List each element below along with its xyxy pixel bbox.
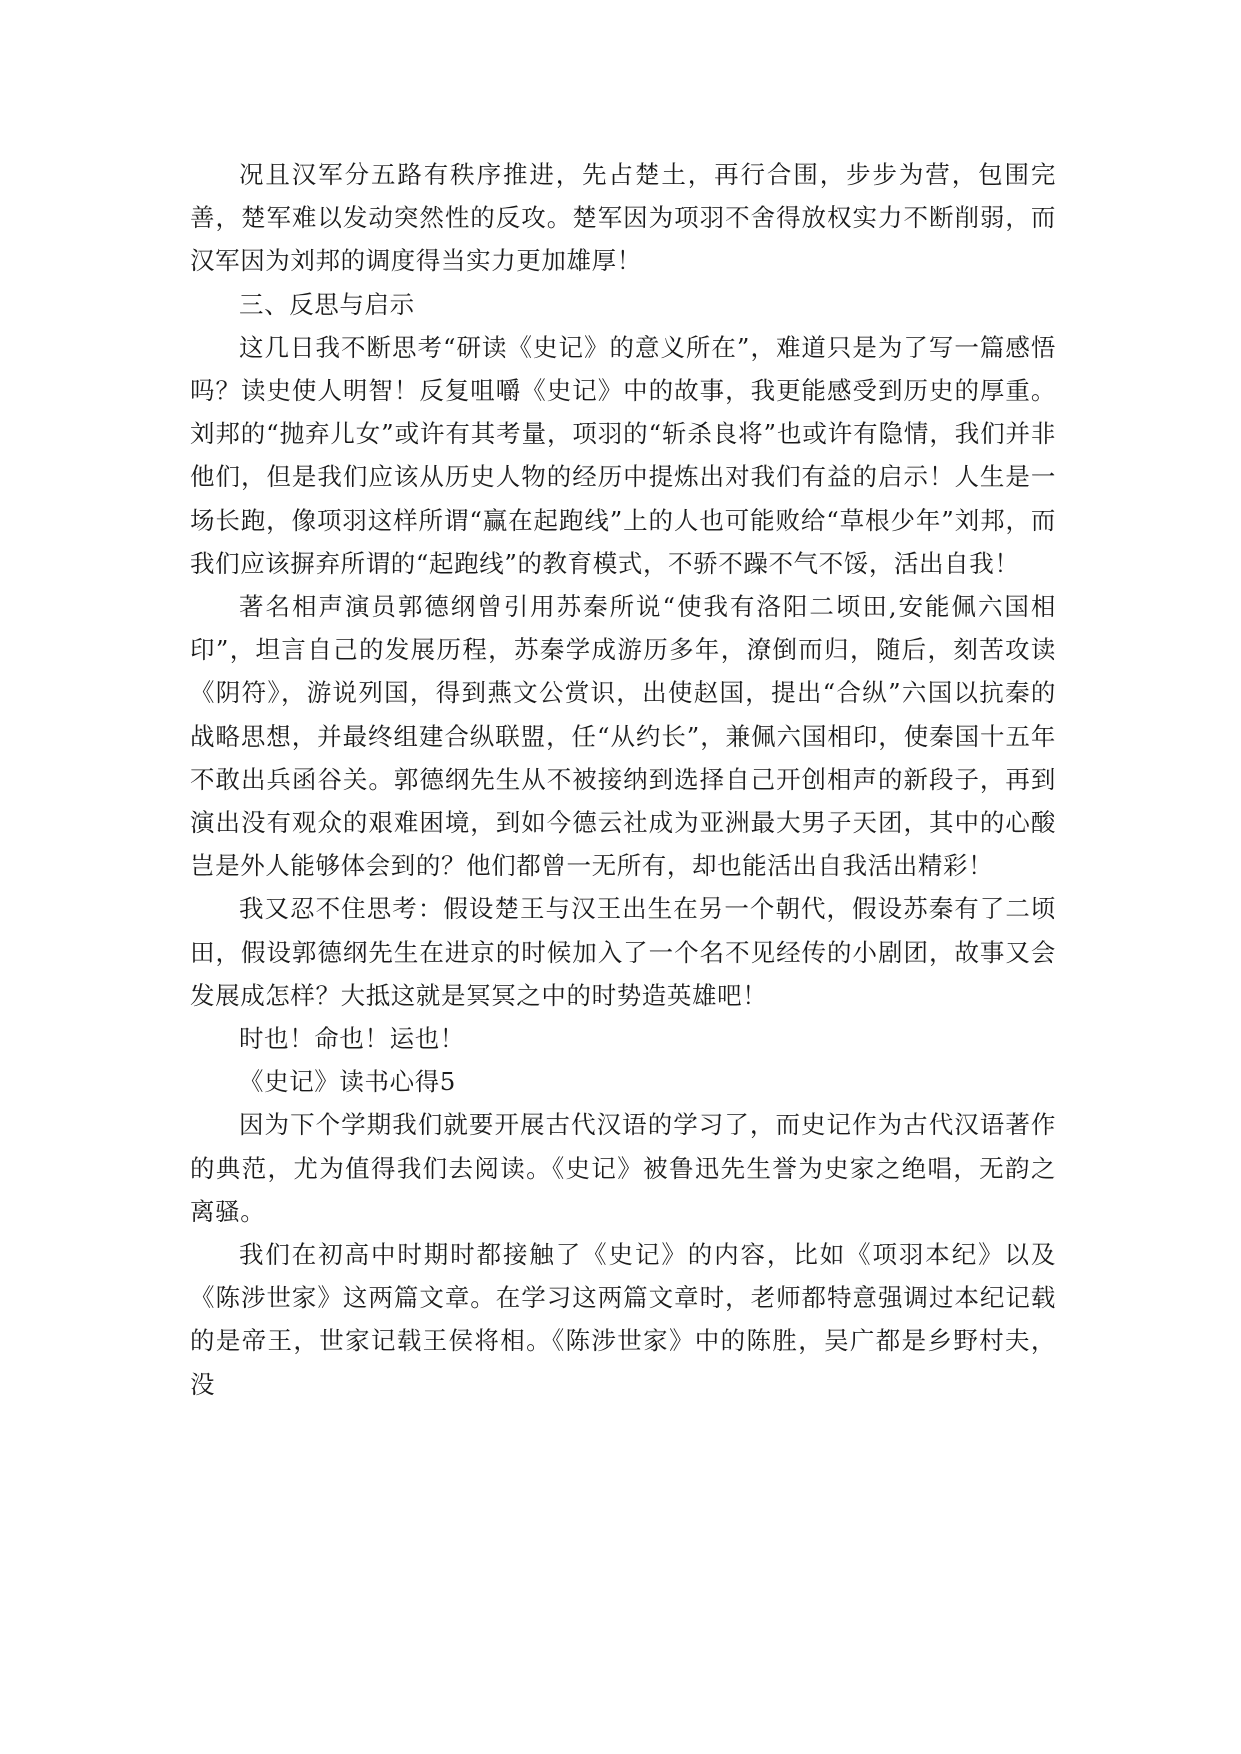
section-heading-reflection: 三、反思与启示: [239, 289, 415, 319]
paragraph-ancient-chinese: 因为下个学期我们就要开展古代汉语的学习了，而史记作为古代汉语著作的典范，尤为值得我们去阅读。《史记》被鲁迅先生誉为史家之绝唱，无韵之离骚。: [190, 1110, 1056, 1226]
paragraph-hypothesis: 我又忍不住思考：假设楚王与汉王出生在另一个朝代，假设苏秦有了二顷田，假设郭德纲先生在进京的时候加入了一个名不见经传的小剧团，故事又会发展成怎样？大抵这就是冥冥之中的时势造英雄吧！: [190, 894, 1056, 1010]
paragraph-han-army-advance: 况且汉军分五路有秩序推进，先占楚土，再行合围，步步为营，包围完善，楚军难以发动突然性的反攻。楚军因为项羽不舍得放权实力不断削弱，而汉军因为刘邦的调度得当实力更加雄厚！: [190, 160, 1056, 276]
paragraph-guo-degang-su-qin: 著名相声演员郭德纲曾引用苏秦所说“使我有洛阳二顷田,安能佩六国相印”，坦言自己的发展历程，苏秦学成游历多年，潦倒而归，随后，刻苦攻读《阴符》，游说列国，得到燕文公赏识，出使赵国，提出“合纵”六国以抗秦的战略思想，并最终组建合纵联盟，任“从约长”，兼佩六国相印，使秦国十五年不敢出兵函谷关。郭德纲先生从不被接纳到选择自己开创相声的新段子，再到演出没有观众的艰难困境，到如今德云社成为亚洲最大男子天团，其中的心酸岂是外人能够体会到的？他们都曾一无所有，却也能活出自我活出精彩！: [190, 592, 1056, 881]
paragraph-school-memories: 我们在初高中时期时都接触了《史记》的内容，比如《项羽本纪》以及《陈涉世家》这两篇文章。在学习这两篇文章时，老师都特意强调过本纪记载的是帝王，世家记载王侯将相。《陈涉世家》中的陈胜，吴广都是乡野村夫，没: [190, 1240, 1056, 1399]
paragraph-meaning-of-shiji: 这几日我不断思考“研读《史记》的意义所在”，难道只是为了写一篇感悟吗？读史使人明智！反复咀嚼《史记》中的故事，我更能感受到历史的厚重。刘邦的“抛弃儿女”或许有其考量，项羽的“斩杀良将”也或许有隐情，我们并非他们，但是我们应该从历史人物的经历中提炼出对我们有益的启示！人生是一场长跑，像项羽这样所谓“赢在起跑线”上的人也可能败给“草根少年”刘邦，而我们应该摒弃所谓的“起跑线”的教育模式，不骄不躁不气不馁，活出自我！: [190, 332, 1056, 578]
article-title-reading-notes-5: 《史记》读书心得5: [239, 1067, 456, 1097]
body-text: [190, 153, 1056, 1406]
paragraph-fate: 时也！命也！运也！: [239, 1024, 465, 1054]
